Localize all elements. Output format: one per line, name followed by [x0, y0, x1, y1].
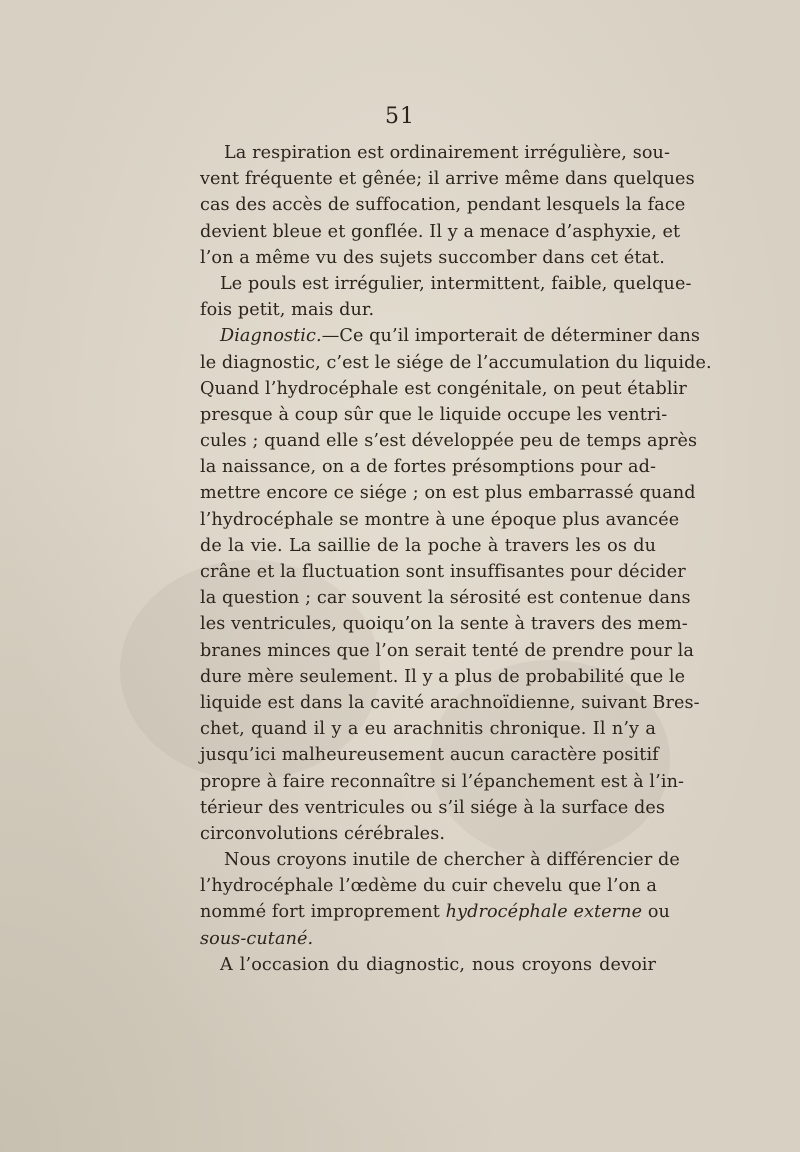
- italic-heading: Diagnostic.: [220, 326, 322, 347]
- text-line: Nous croyons inutile de chercher à différencier de: [224, 850, 680, 871]
- text-line: térieur des ventricules ou s’il siége à la surface des: [200, 797, 666, 818]
- text-line: la naissance, on a de fortes présomptions pour ad-: [200, 457, 656, 478]
- text-line: fois petit, mais dur.: [200, 300, 375, 321]
- italic-heading: sous-cutané.: [200, 928, 314, 949]
- text-line: propre à faire reconnaître si l’épanchement est à l’in-: [200, 771, 685, 792]
- text-line: branes minces que l’on serait tenté de prendre pour la: [200, 640, 694, 661]
- text-line: vent fréquente et gênée; il arrive même dans quelques: [200, 169, 695, 190]
- text-line: jusqu’ici malheureusement aucun caractère positif: [200, 745, 659, 766]
- text-line: les ventricules, quoiqu’on la sente à travers des mem-: [200, 614, 688, 635]
- text-line: chet, quand il y a eu arachnitis chronique. Il n’y a: [200, 719, 656, 740]
- text-line: liquide est dans la cavité arachnoïdienne, suivant Bres-: [200, 692, 700, 713]
- text-line: de la vie. La saillie de la poche à travers les os du: [200, 535, 656, 556]
- body-text: [200, 140, 712, 978]
- text-line: presque à coup sûr que le liquide occupe les ventri-: [200, 404, 668, 425]
- text-line: l’hydrocéphale se montre à une époque plus avancée: [200, 509, 680, 530]
- text-line: dure mère seulement. Il y a plus de probabilité que le: [200, 666, 686, 687]
- text-line: La respiration est ordinairement irrégulière, sou-: [224, 143, 670, 163]
- text-line: [200, 323, 701, 349]
- text-line: cules ; quand elle s’est développée peu de temps après: [200, 431, 698, 452]
- text-line: Le pouls est irrégulier, intermittent, faible, quelque-: [220, 273, 692, 294]
- text-line: mettre encore ce siége ; on est plus embarrassé quand: [200, 483, 696, 504]
- text-line: le diagnostic, c’est le siége de l’accumulation du liquide.: [200, 352, 712, 373]
- text-line: Quand l’hydrocéphale est congénitale, on peut établir: [200, 378, 687, 399]
- line-text: —Ce qu’il importerait de déterminer dans: [321, 326, 701, 347]
- italic-term: hydrocéphale externe: [445, 902, 643, 923]
- line-text: ou: [642, 902, 670, 923]
- text-line: la question ; car souvent la sérosité est contenue dans: [200, 588, 691, 609]
- text-line: [200, 926, 656, 952]
- text-line: A l’occasion du diagnostic, nous croyons devoir: [220, 954, 656, 975]
- text-line: crâne et la fluctuation sont insuffisantes pour décider: [200, 562, 686, 582]
- text-line: cas des accès de suffocation, pendant lesquels la face: [200, 195, 686, 216]
- text-line: [200, 899, 670, 925]
- text-line: l’on a même vu des sujets succomber dans cet état.: [200, 247, 665, 268]
- text-line: devient bleue et gonflée. Il y a menace d’asphyxie, et: [200, 221, 681, 242]
- line-text: nommé fort improprement: [200, 902, 446, 923]
- text-line: circonvolutions cérébrales.: [200, 823, 446, 844]
- page-number: 51: [385, 104, 415, 129]
- text-line: l’hydrocéphale l’œdème du cuir chevelu que l’on a: [200, 876, 657, 897]
